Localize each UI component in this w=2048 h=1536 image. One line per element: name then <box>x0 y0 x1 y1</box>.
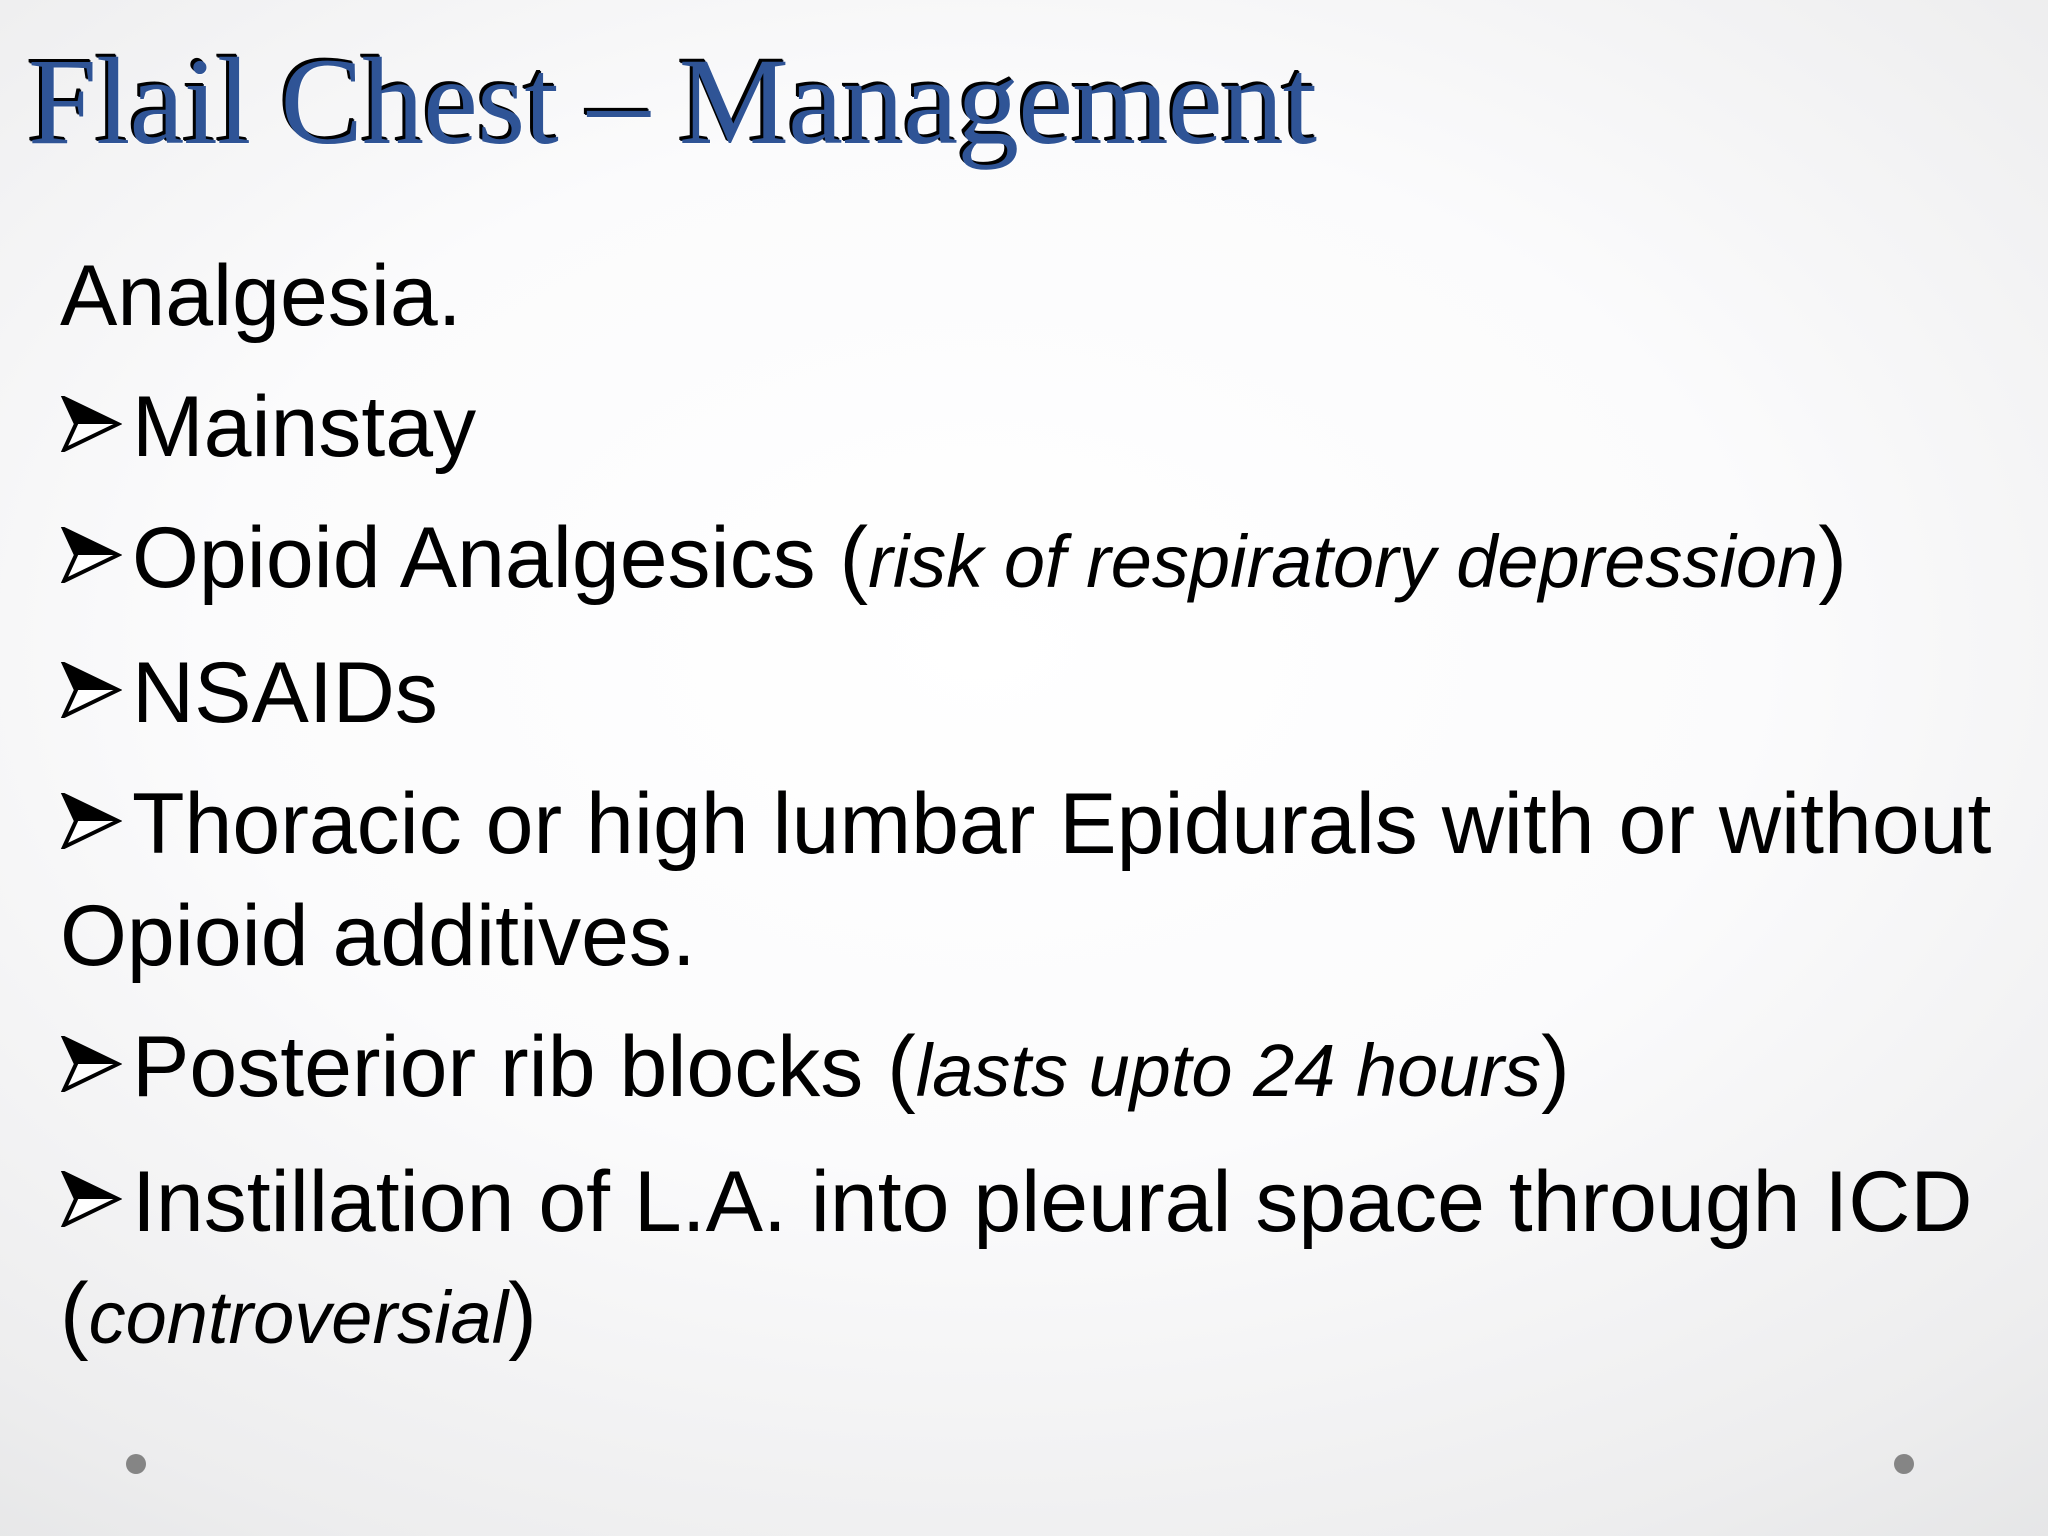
bullet-text: Mainstay <box>132 379 477 475</box>
decorative-dot-left <box>126 1454 146 1474</box>
bullet-item-epidurals <box>60 768 2000 992</box>
bullet-close-paren: ) <box>1818 510 1847 606</box>
bullet-text: Thoracic or high lumbar Epidurals with or without Opioid additives. <box>60 776 1992 984</box>
bullet-close-paren: ) <box>1541 1019 1570 1115</box>
bullet-text: Posterior rib blocks ( <box>132 1019 916 1115</box>
bullet-item-instillation <box>60 1146 2000 1374</box>
decorative-dot-right <box>1894 1454 1914 1474</box>
lead-text: Analgesia. <box>60 248 462 344</box>
arrow-bullet-icon <box>60 1171 122 1227</box>
bullet-text: Opioid Analgesics ( <box>132 510 869 606</box>
bullet-close-paren: ) <box>508 1266 537 1362</box>
arrow-bullet-icon <box>60 396 122 452</box>
slide-title: Flail Chest – Management <box>28 33 1317 170</box>
bullet-item-nsaids <box>60 637 2000 749</box>
slide-content <box>60 240 2000 1393</box>
bullet-text: Instillation of L.A. into pleural space through ICD ( <box>60 1154 1973 1362</box>
bullet-item-opioid-analgesics <box>60 502 2000 618</box>
bullet-item-posterior-rib-blocks <box>60 1011 2000 1127</box>
bullet-note: risk of respiratory depression <box>868 520 1819 603</box>
bullet-item-mainstay <box>60 371 2000 483</box>
bullet-note: lasts upto 24 hours <box>915 1029 1542 1112</box>
arrow-bullet-icon <box>60 793 122 849</box>
bullet-note: controversial <box>88 1276 509 1359</box>
bullet-text: NSAIDs <box>132 645 438 741</box>
arrow-bullet-icon <box>60 662 122 718</box>
arrow-bullet-icon <box>60 527 122 583</box>
arrow-bullet-icon <box>60 1036 122 1092</box>
